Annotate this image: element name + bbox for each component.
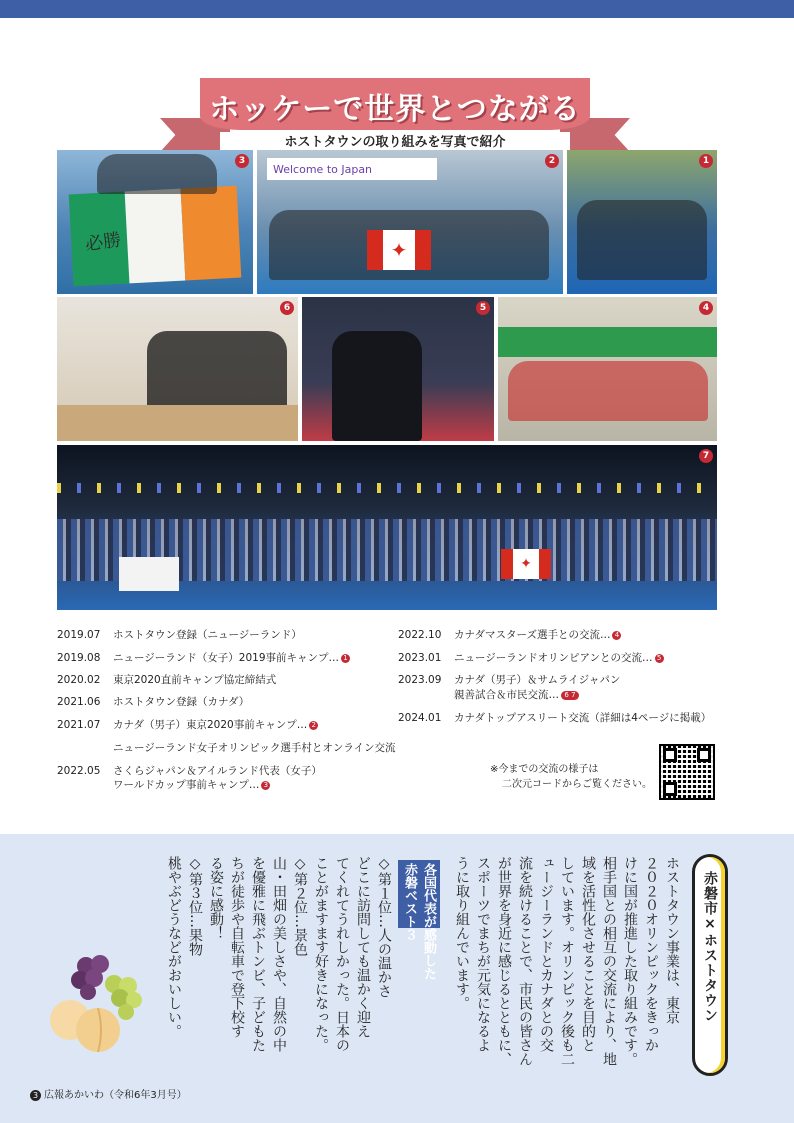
timeline-left: 2019.07 ホストタウン登録（ニュージーランド） 2019.08 ニュージーランド（女子）2019事前キャンプ… 1 2020.02 東京2020直前キャンプ協定締結式 2021.06 ホストタウン登録（カナダ） 2021.07 カナダ（男子）東京2020事前キャンプ… 2 ニュージーランド女子オリンピック選手村とオンライン交流 2022.05 さくらジャパン＆アイルランド代表（女子） ワールドカップ事前キャンプ… 3 bbox=[57, 629, 396, 791]
photo-ref-marker: 5 bbox=[655, 654, 664, 663]
photo-2-canada-team bbox=[257, 150, 563, 294]
photo-number-badge: 5 bbox=[476, 301, 490, 315]
qr-code[interactable] bbox=[659, 744, 715, 800]
photo-1-nz-training bbox=[567, 150, 717, 294]
photo-ref-marker: 4 bbox=[612, 631, 621, 640]
photo-ref-marker: 3 bbox=[261, 781, 270, 790]
bunting-flags bbox=[57, 483, 717, 493]
page-number: 3 bbox=[30, 1090, 41, 1101]
page-title: ホッケーで世界とつながる bbox=[209, 92, 581, 127]
panel-body-text: ホストタウン事業は、東京 ２０２０オリンピックをきっか けに国が推進した取り組みです。 相手国との相互の交流により、地 域を活性化させることを目的と しています。オリンピック後も二 ュージーランドとカナダとの交 流を続けることで、市民の皆さん が世界を身近に感じるとともに、 スポーツでまちが元気になるよ うに取り組んでいます。 bbox=[454, 856, 680, 1066]
players-group bbox=[577, 200, 707, 280]
publication-name: 広報あかいわ（令和6年3月号） bbox=[44, 1090, 187, 1101]
photo-number-badge: 6 bbox=[280, 301, 294, 315]
best3-label: 各国代表が感動した 赤磐ベスト３ bbox=[398, 860, 440, 928]
flag-writing: 必勝 bbox=[83, 229, 123, 256]
photo-number-badge: 4 bbox=[699, 301, 713, 315]
peach-icon bbox=[50, 1000, 120, 1052]
welcome-banner: Welcome to Japan bbox=[267, 158, 437, 180]
players-group bbox=[97, 154, 217, 194]
timeline-right: 2022.10 カナダマスターズ選手との交流… 4 2023.01 ニュージーランドオリンピアンとの交流… 5 2023.09 カナダ（男子）＆サムライジャパン 親善試合＆市民交流… 6 7 2024.01 カナダトップアスリート交流（詳細は4ページに掲載） bbox=[398, 629, 712, 724]
canada-flag: ✦ bbox=[501, 549, 551, 579]
photo-7-group-photo bbox=[57, 445, 717, 610]
photo-number-badge: 2 bbox=[545, 154, 559, 168]
canada-flag: ✦ bbox=[367, 230, 431, 270]
children-group bbox=[508, 361, 708, 421]
japan-banner bbox=[119, 557, 179, 591]
top-color-bar bbox=[0, 0, 794, 18]
photo-number-badge: 3 bbox=[235, 154, 249, 168]
page-subtitle: ホストタウンの取り組みを写真で紹介 bbox=[220, 132, 570, 154]
page-footer bbox=[30, 1086, 187, 1101]
lunch-table bbox=[57, 405, 298, 441]
photo-ref-marker: 6 7 bbox=[561, 691, 579, 700]
photo-ref-marker: 2 bbox=[309, 721, 318, 730]
section-badge: 赤磐市×ホストタウン bbox=[692, 854, 728, 1076]
photo-6-school-lunch bbox=[57, 297, 298, 441]
athlete bbox=[332, 331, 422, 441]
photo-5-olympian-visit bbox=[302, 297, 494, 441]
photo-3-ireland-team bbox=[57, 150, 253, 294]
green-fence bbox=[498, 327, 717, 357]
best3-list: ◇第１位…人の温かさ どこに訪問しても温かく迎え てくれてうれしかった。日本の ことがますます好きになった。 ◇第２位…景色 山・田畑の美しさや、自然の中 を優雅に飛ぶトンビ、子どもた ちが徒歩や自転車で登下校す る姿に感動！ ◇第３位…果物 桃やぶどうなどがおいしい。 bbox=[166, 856, 392, 1052]
photo-ref-marker: 1 bbox=[341, 654, 350, 663]
photo-number-badge: 7 bbox=[699, 449, 713, 463]
fruit-illustration bbox=[46, 944, 154, 1056]
photo-number-badge: 1 bbox=[699, 154, 713, 168]
qr-note: ※今までの交流の様子は 二次元コードからご覧ください。 bbox=[490, 764, 652, 790]
photo-4-kindergarten bbox=[498, 297, 717, 441]
